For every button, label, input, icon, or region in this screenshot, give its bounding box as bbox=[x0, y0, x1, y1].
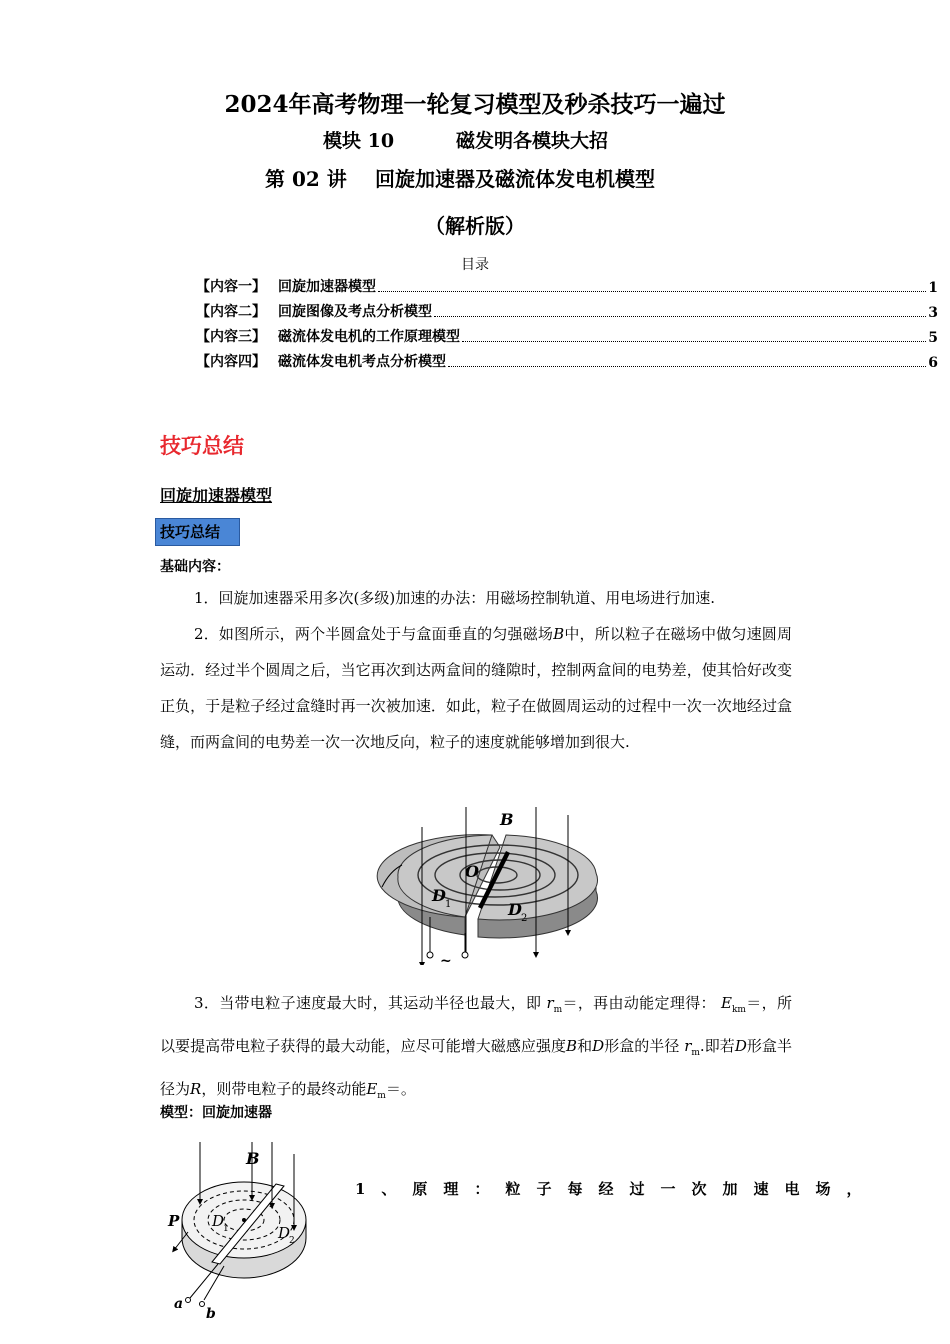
toc-entry-label: 【内容二】 bbox=[196, 304, 266, 320]
label-D2: D bbox=[508, 900, 522, 919]
basic-content-label: 基础内容： bbox=[160, 559, 230, 575]
label-D2-sub: 2 bbox=[521, 913, 528, 924]
toc-entry-title: 磁流体发电机考点分析模型 bbox=[278, 354, 446, 370]
label-a: a bbox=[174, 1296, 184, 1312]
label-D2-sub: 2 bbox=[289, 1236, 295, 1246]
toc-entry-label: 【内容三】 bbox=[196, 329, 266, 345]
toc-leader bbox=[448, 365, 926, 367]
label-D1-sub: 1 bbox=[223, 1224, 229, 1234]
lecture-label: 第 02 讲 bbox=[265, 167, 347, 191]
paragraph-1: 1．回旋加速器采用多次(多级)加速的办法：用磁场控制轨道、用电场进行加速. bbox=[194, 589, 716, 607]
label-D1: D bbox=[432, 886, 446, 905]
toc-entry-page: 1 bbox=[928, 280, 938, 296]
module-label: 模块 10 bbox=[323, 130, 395, 152]
cyclotron-diagram bbox=[370, 805, 610, 965]
cyclotron-model-diagram bbox=[160, 1140, 320, 1320]
label-D2: D bbox=[278, 1224, 291, 1242]
toc-entry[interactable] bbox=[196, 301, 938, 321]
toc-leader bbox=[434, 315, 926, 317]
edition-label: （解析版） bbox=[425, 214, 525, 238]
toc-entry-page: 6 bbox=[928, 355, 938, 371]
subsection-heading: 回旋加速器模型 bbox=[160, 486, 273, 505]
lecture-title: 回旋加速器及磁流体发电机模型 bbox=[375, 167, 655, 191]
label-P: P bbox=[168, 1212, 180, 1230]
toc-entry-title: 回旋图像及考点分析模型 bbox=[278, 304, 432, 320]
toc-entry[interactable] bbox=[196, 326, 938, 346]
toc-entry-page: 3 bbox=[928, 305, 938, 321]
toc-entry[interactable] bbox=[196, 276, 938, 296]
toc-heading: 目录 bbox=[461, 257, 489, 273]
label-D1: D bbox=[212, 1212, 225, 1230]
tag-badge-label: 技巧总结 bbox=[160, 523, 221, 541]
section-heading: 技巧总结 bbox=[160, 434, 244, 458]
label-O: O bbox=[465, 862, 479, 881]
label-B: B bbox=[246, 1149, 260, 1168]
paragraph-3: 3．当带电粒子速度最大时，其运动半径也最大，即 $r_m=$，再由动能定理得： $E_{km}=$，所以要提高带电粒子获得的最大动能，应尽可能增大磁感应强度B和D形盒的半径 $r_m$.即若D形盒半径为R，则带电粒子的最终动能$E_m=$。 bbox=[160, 994, 792, 1101]
module-title: 磁发明各模块大招 bbox=[456, 130, 609, 152]
toc-entry-page: 5 bbox=[928, 330, 938, 346]
toc-entry-label: 【内容四】 bbox=[196, 354, 266, 370]
label-D1-sub: 1 bbox=[445, 899, 452, 910]
toc-leader bbox=[462, 340, 926, 342]
model-label: 模型：回旋加速器 bbox=[160, 1105, 272, 1121]
toc-entry[interactable] bbox=[196, 351, 938, 371]
principle-text: 1、原理：粒子每经过一次加速电场， bbox=[355, 1180, 878, 1198]
label-b: b bbox=[206, 1306, 216, 1320]
document-title: 2024年高考物理一轮复习模型及秒杀技巧一遍过 bbox=[224, 91, 726, 118]
paragraph-2: 2．如图所示，两个半圆盒处于与盒面垂直的匀强磁场B中，所以粒子在磁场中做匀速圆周运动．经过半个圆周之后，当它再次到达两盒间的缝隙时，控制两盒间的电势差，使其恰好改变正负，于是粒子经过盒缝时再一次被加速．如此，粒子在做圆周运动的过程中一次一次地经过盒缝，而两盒间的电势差一次一次地反向，粒子的速度就能够增加到很大. bbox=[160, 625, 792, 751]
toc-entry-title: 磁流体发电机的工作原理模型 bbox=[278, 329, 460, 345]
toc-entry-title: 回旋加速器模型 bbox=[278, 279, 376, 295]
label-B: B bbox=[500, 810, 514, 829]
toc-leader bbox=[378, 290, 926, 292]
ac-source-symbol: ~ bbox=[440, 953, 452, 965]
toc-entry-label: 【内容一】 bbox=[196, 279, 266, 295]
